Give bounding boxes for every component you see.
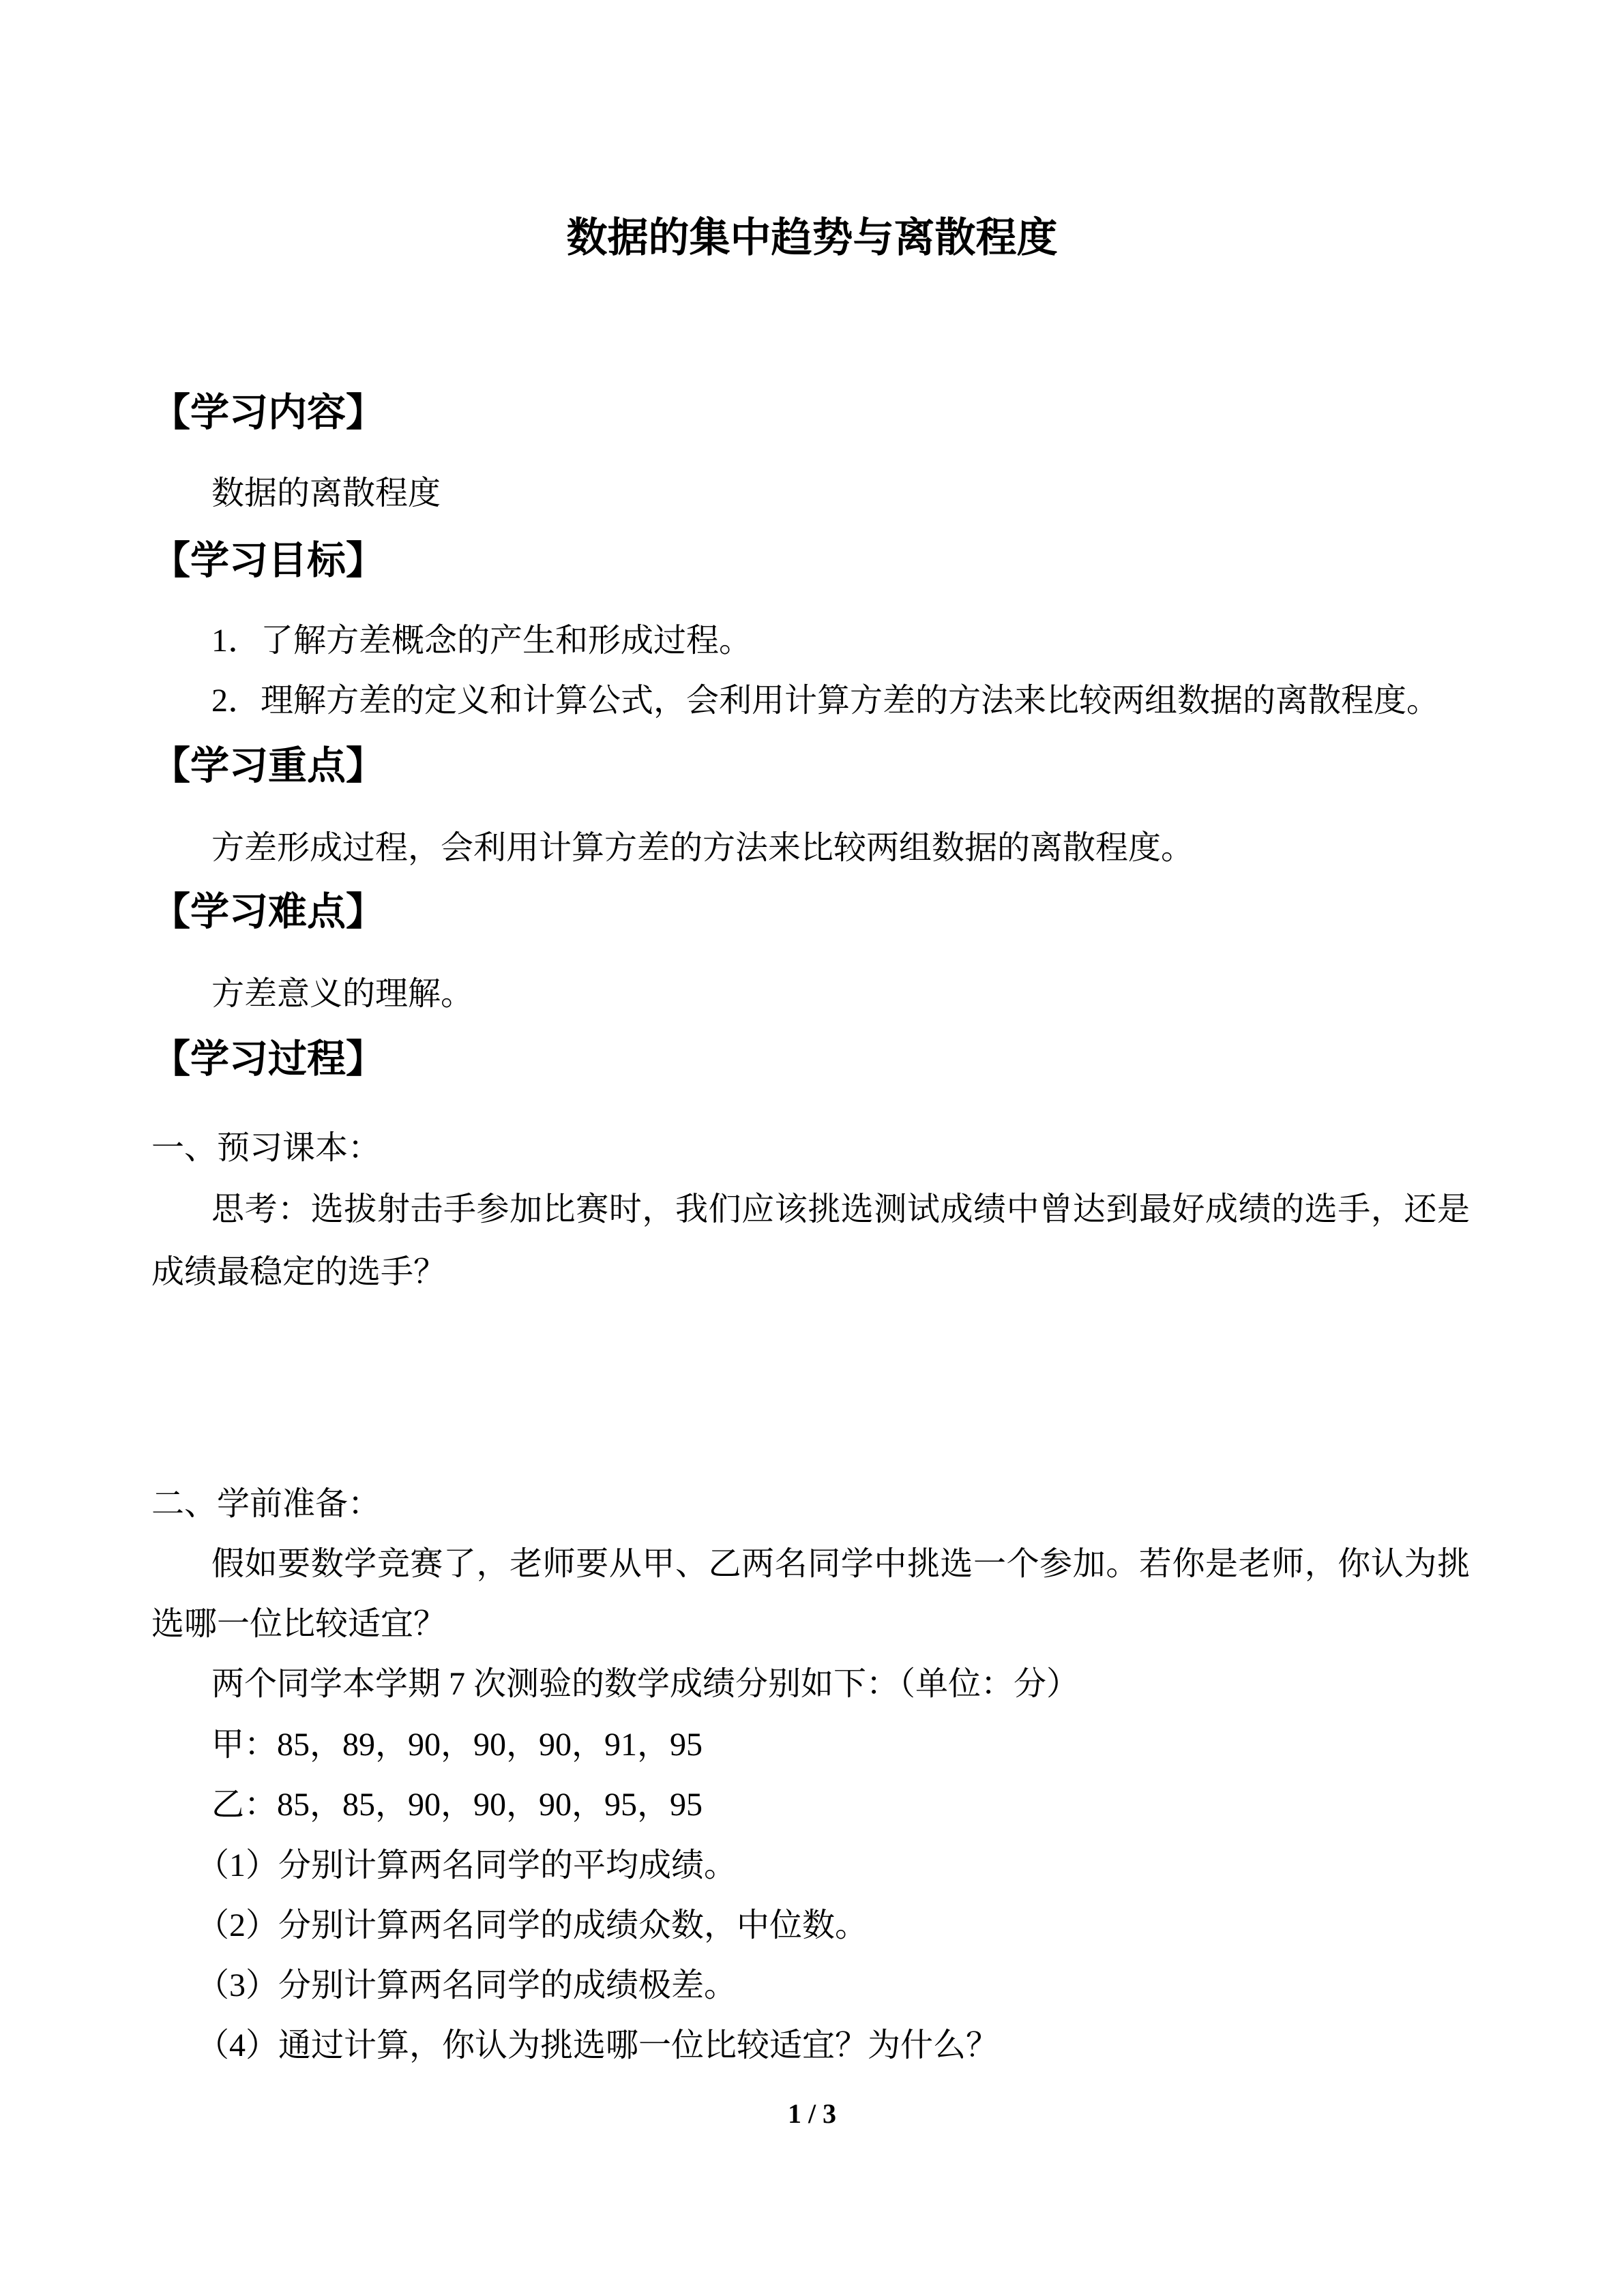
study-objective-item-1: 1．了解方差概念的产生和形成过程。 xyxy=(211,623,752,659)
scores-jia: 甲：85，89，90，90，90，91，95 xyxy=(211,1727,703,1763)
question-2: （2）分别计算两名同学的成绩众数，中位数。 xyxy=(196,1907,868,1943)
study-key-points-body: 方差形成过程，会利用计算方差的方法来比较两组数据的离散程度。 xyxy=(211,830,1194,866)
question-3: （3）分别计算两名同学的成绩极差。 xyxy=(196,1967,737,2003)
part-one-line-1: 思考：选拔射击手参加比赛时，我们应该挑选测试成绩中曾达到最好成绩的选手，还是 xyxy=(211,1191,1470,1227)
question-4: （4）通过计算，你认为挑选哪一位比较适宜？为什么？ xyxy=(196,2027,999,2063)
section-heading-study-content: 【学习内容】 xyxy=(151,391,385,434)
part-two-line-3: 两个同学本学期 7 次测验的数学成绩分别如下：（单位：分） xyxy=(211,1666,1080,1702)
study-difficulties-body: 方差意义的理解。 xyxy=(211,976,474,1012)
section-heading-study-difficulties: 【学习难点】 xyxy=(151,891,385,934)
part-two-line-2: 选哪一位比较适宜？ xyxy=(151,1606,447,1642)
part-two-line-1: 假如要数学竞赛了，老师要从甲、乙两名同学中挑选一个参加。若你是老师，你认为挑 xyxy=(211,1546,1470,1582)
section-heading-study-process: 【学习过程】 xyxy=(151,1038,385,1081)
study-content-body: 数据的离散程度 xyxy=(211,475,441,511)
scores-yi: 乙：85，85，90，90，90，95，95 xyxy=(211,1787,703,1823)
question-1: （1）分别计算两名同学的平均成绩。 xyxy=(196,1847,737,1883)
part-one-line-2: 成绩最稳定的选手？ xyxy=(151,1254,447,1290)
page-number: 1 / 3 xyxy=(787,2098,837,2129)
study-objective-item-2: 2．理解方差的定义和计算公式，会利用计算方差的方法来比较两组数据的离散程度。 xyxy=(211,683,1440,719)
section-heading-study-key-points: 【学习重点】 xyxy=(151,745,385,788)
part-two-heading: 二、学前准备： xyxy=(151,1486,381,1522)
document-title: 数据的集中趋势与离散程度 xyxy=(566,215,1058,260)
section-heading-study-objectives: 【学习目标】 xyxy=(151,539,385,582)
part-one-heading: 一、预习课本： xyxy=(151,1130,381,1166)
